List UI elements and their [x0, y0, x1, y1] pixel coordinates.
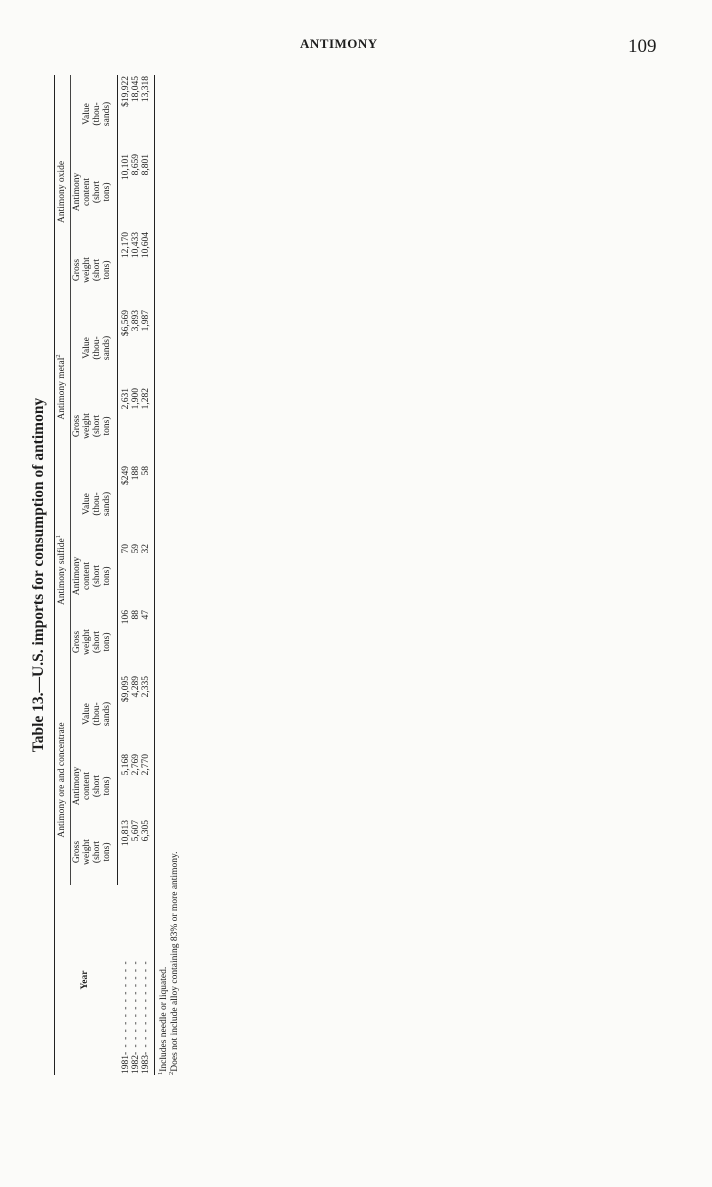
ore-value-cell: $9,095 — [120, 676, 131, 703]
rotated-table-container — [28, 75, 248, 1075]
table-row — [132, 75, 142, 1075]
footnote-mark: 1 — [156, 1071, 164, 1075]
metal-value-cell: 1,987 — [142, 309, 154, 387]
year-header: Year — [55, 885, 118, 1075]
footnote-2 — [167, 75, 181, 1075]
ore-gross-cell: 6,305 — [142, 819, 154, 885]
metal-value-cell: 3,893 — [130, 309, 141, 332]
footnote-mark: 2 — [54, 354, 62, 358]
footnotes — [156, 75, 181, 1075]
table-block — [54, 75, 181, 1075]
ore-content-cell: 5,168 — [120, 754, 131, 776]
ore-gross-cell: 10,813 — [120, 820, 131, 847]
group-ore-header — [55, 675, 71, 885]
dot-leader: - - - - - - - - - - - - - — [120, 960, 131, 1055]
metal-gross-header: Gross weight (short tons) — [70, 387, 117, 465]
sulfide-gross-header: Gross weight (short tons) — [70, 609, 117, 675]
group-sulfide-label: Antimony sulfide — [57, 538, 67, 605]
footnote-1 — [156, 75, 170, 1075]
sulfide-content-cell: 59 — [130, 544, 141, 554]
oxide-content-cell: 8,659 — [130, 153, 141, 176]
sulfide-value-cell: 188 — [130, 465, 141, 481]
sulfide-content-cell: 70 — [120, 544, 131, 554]
ore-content-cell: 2,770 — [142, 753, 154, 819]
ore-gross-header: Gross weight (short tons) — [70, 819, 117, 885]
oxide-content-header: Antimony content (short tons) — [70, 153, 117, 231]
running-title: ANTIMONY — [300, 36, 378, 51]
metal-gross-cell: 1,282 — [142, 387, 154, 465]
page-number: 109 — [628, 36, 657, 57]
dot-leader: - - - - - - - - - - - - - — [130, 960, 141, 1055]
group-oxide-label: Antimony oxide — [57, 160, 67, 223]
metal-gross-cell: 2,631 — [120, 387, 131, 410]
metal-gross-cell: 1,900 — [130, 387, 141, 410]
table-title: Table 13.—U.S. imports for consumption of antimony — [30, 397, 47, 753]
metal-value-cell: $6,569 — [120, 309, 131, 337]
group-oxide-header — [55, 75, 71, 309]
imports-table — [54, 75, 155, 1075]
table-row — [142, 75, 154, 1075]
group-sulfide-header — [55, 465, 71, 675]
metal-value-header: Value (thou- sands) — [70, 309, 117, 387]
year-cell: 1982- - - - - - - - - - - - - — [130, 960, 141, 1074]
year-cell: 1981- - - - - - - - - - - - - — [120, 960, 131, 1074]
oxide-gross-header: Gross weight (short tons) — [70, 231, 117, 309]
sulfide-value-cell: 58 — [142, 465, 154, 543]
footnote-mark: 1 — [54, 534, 62, 539]
group-header-row — [55, 75, 71, 1075]
sulfide-gross-cell: 88 — [130, 610, 141, 620]
oxide-content-cell: 10,101 — [120, 153, 131, 181]
ore-content-header: Antimony content (short tons) — [70, 753, 117, 819]
dot-leader: - - - - - - - - - - - - - — [140, 960, 151, 1055]
oxide-content-cell: 8,801 — [142, 153, 154, 231]
group-metal-header — [55, 309, 71, 465]
ore-value-header: Value (thou- sands) — [70, 675, 117, 753]
footnote-text: Does not include alloy containing 83% or more antimony. — [169, 851, 180, 1072]
ore-value-cell: 4,289 — [130, 676, 141, 698]
oxide-gross-cell: 12,170 — [120, 231, 131, 259]
footnote-text: Includes needle or liquated. — [158, 966, 169, 1072]
footnote-mark: 2 — [167, 1071, 175, 1075]
sulfide-value-header: Value (thou- sands) — [70, 465, 117, 543]
oxide-value-cell: 18,045 — [130, 75, 141, 103]
oxide-gross-cell: 10,604 — [142, 231, 154, 309]
oxide-value-header: Value (thou- sands) — [70, 75, 117, 153]
ore-value-cell: 2,335 — [142, 675, 154, 753]
sulfide-content-header: Antimony content (short tons) — [70, 543, 117, 609]
sulfide-gross-cell: 106 — [120, 610, 131, 625]
oxide-gross-cell: 10,433 — [130, 231, 141, 259]
sulfide-value-cell: $249 — [120, 465, 131, 485]
sulfide-gross-cell: 47 — [142, 609, 154, 675]
ore-content-cell: 2,769 — [130, 754, 141, 776]
oxide-value-cell: 13,318 — [142, 75, 154, 153]
oxide-value-cell: $19,922 — [120, 75, 131, 107]
year-cell: 1983- - - - - - - - - - - - - — [142, 885, 154, 1075]
table-row — [117, 75, 131, 1075]
sulfide-content-cell: 32 — [142, 543, 154, 609]
group-ore-label: Antimony ore and concentrate — [57, 722, 67, 838]
group-metal-label: Antimony metal — [57, 357, 67, 420]
ore-gross-cell: 5,607 — [130, 820, 141, 842]
